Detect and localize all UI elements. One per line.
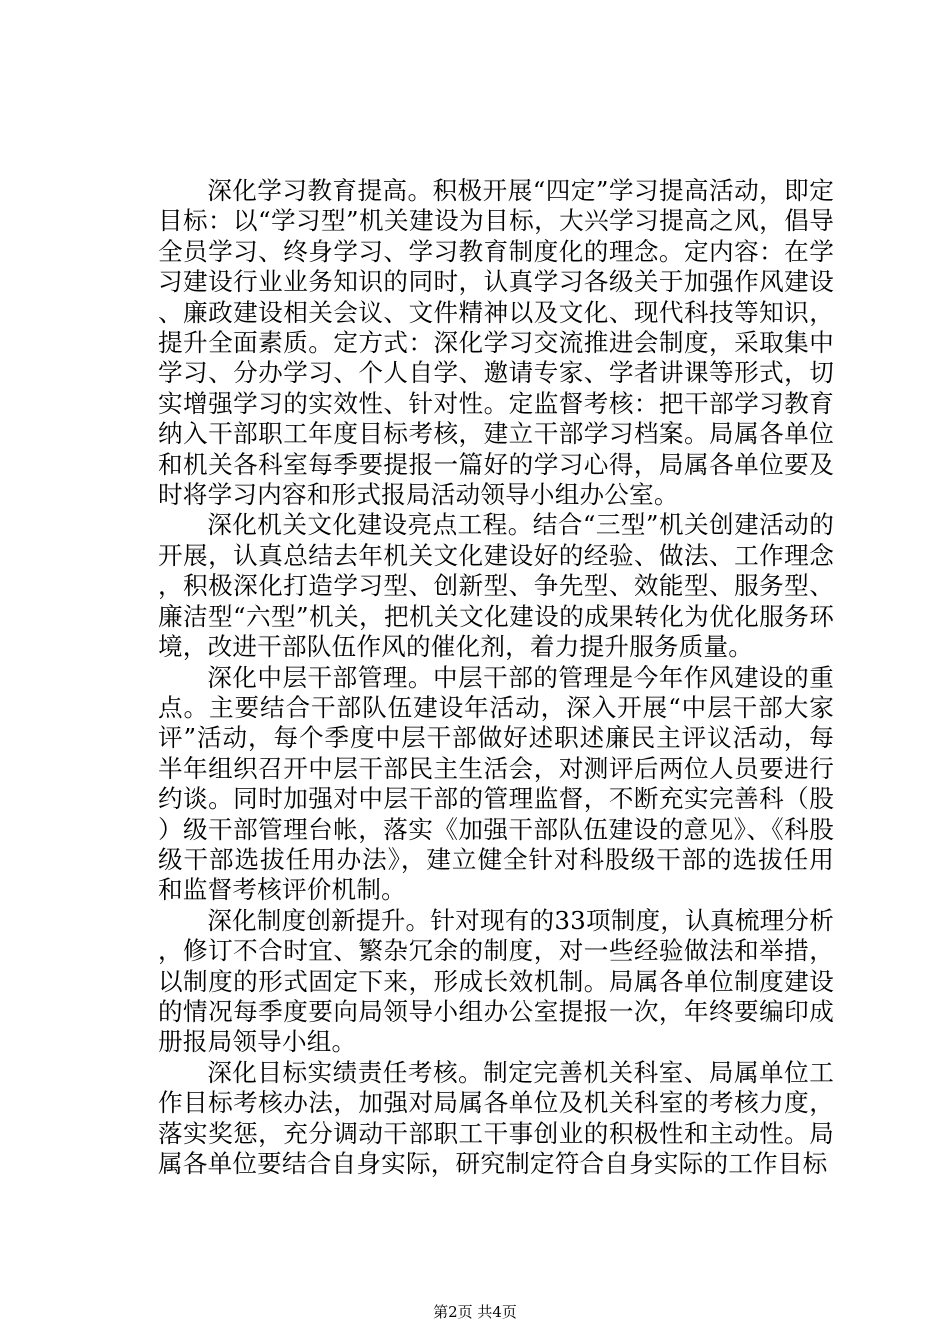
paragraph-system-innovation: 深化制度创新提升。针对现有的33项制度，认真梳理分析，修订不合时宜、繁杂冗余的制度，对一些经验做法和举措，以制度的形式固定下来，形成长效机制。局属各单位制度建设的情况每季度要向局领导小组办公室提报一次，年终要编印成册报局领导小组。 (158, 905, 834, 1057)
document-body (158, 176, 834, 1179)
paragraph-office-culture: 深化机关文化建设亮点工程。结合“三型”机关创建活动的开展，认真总结去年机关文化建设好的经验、做法、工作理念，积极深化打造学习型、创新型、争先型、效能型、服务型、廉洁型“六型”机关，把机关文化建设的成果转化为优化服务环境，改进干部队伍作风的催化剂，着力提升服务质量。 (158, 510, 834, 662)
paragraph-study-education: 深化学习教育提高。积极开展“四定”学习提高活动，即定目标：以“学习型”机关建设为目标，大兴学习提高之风，倡导全员学习、终身学习、学习教育制度化的理念。定内容：在学习建设行业业务知识的同时，认真学习各级关于加强作风建设、廉政建设相关会议、文件精神以及文化、现代科技等知识，提升全面素质。定方式：深化学习交流推进会制度，采取集中学习、分办学习、个人自学、邀请专家、学者讲课等形式，切实增强学习的实效性、针对性。定监督考核：把干部学习教育纳入干部职工年度目标考核，建立干部学习档案。局属各单位和机关各科室每季要提报一篇好的学习心得，局属各单位要及时将学习内容和形式报局活动领导小组办公室。 (158, 176, 834, 510)
paragraph-middle-cadre-management: 深化中层干部管理。中层干部的管理是今年作风建设的重点。主要结合干部队伍建设年活动，深入开展“中层干部大家评”活动，每个季度中层干部做好述职述廉民主评议活动，每半年组织召开中层干部民主生活会，对测评后两位人员要进行约谈。同时加强对中层干部的管理监督，不断充实完善科（股）级干部管理台帐，落实《加强干部队伍建设的意见》、《科股级干部选拔任用办法》，建立健全针对科股级干部的选拔任用和监督考核评价机制。 (158, 662, 834, 905)
paragraph-target-assessment: 深化目标实绩责任考核。制定完善机关科室、局属单位工作目标考核办法，加强对局属各单位及机关科室的考核力度，落实奖惩，充分调动干部职工干事创业的积极性和主动性。局属各单位要结合自身实际，研究制定符合自身实际的工作目标 (158, 1057, 834, 1178)
page-number-footer: 第2页 共4页 (433, 1303, 517, 1321)
